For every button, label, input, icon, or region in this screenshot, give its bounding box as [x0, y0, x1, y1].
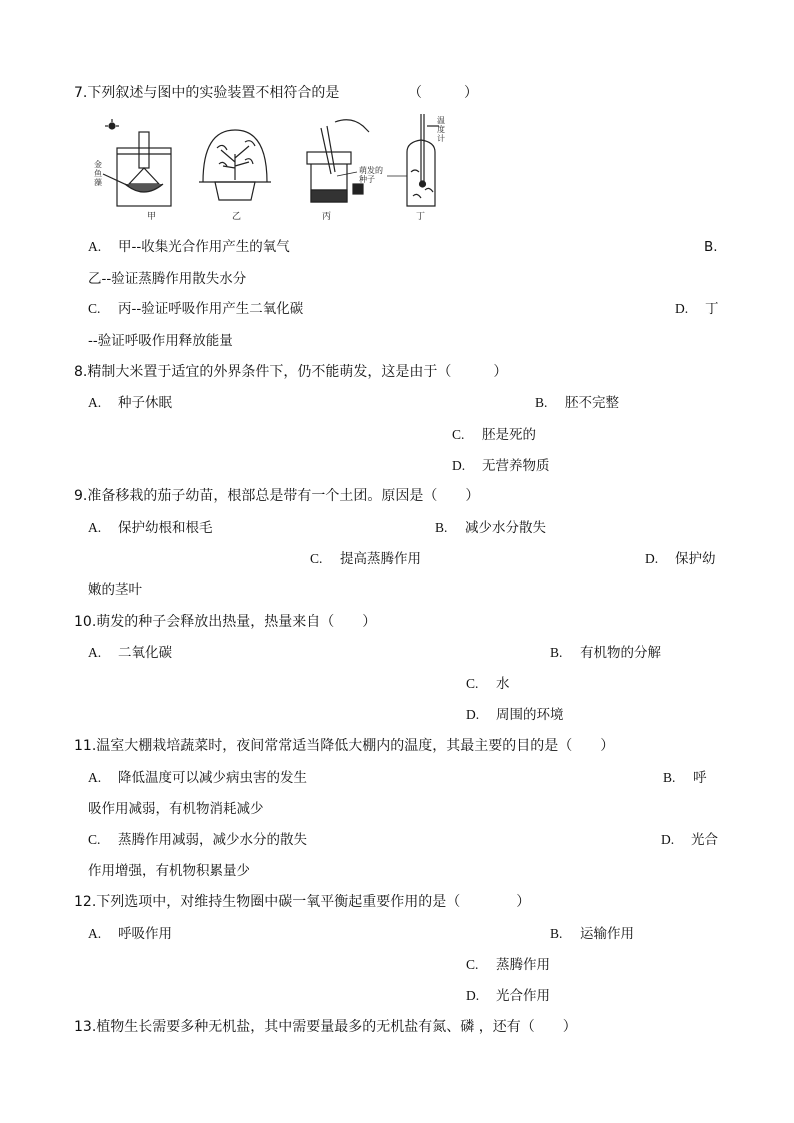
- option-d-text: 嫩的茎叶: [88, 582, 142, 598]
- answer-blank: （ ）: [408, 85, 478, 101]
- option-a[interactable]: A. 种子休眠: [88, 395, 172, 411]
- apparatus-jia: [103, 119, 171, 206]
- label-germinating-seed: 萌发的种子: [359, 166, 383, 184]
- option-a[interactable]: A. 甲--收集光合作用产生的氧气: [88, 239, 290, 255]
- question-12-stem: 12.下列选项中，对维持生物圈中碳一氧平衡起重要作用的是（ ）: [74, 894, 531, 910]
- label-jinyuzao: 金鱼藻: [94, 160, 102, 187]
- option-d-letter[interactable]: D. 光合: [661, 832, 718, 848]
- option-d-text: 作用增强，有机物积累量少: [88, 863, 250, 879]
- apparatus-ding: [407, 114, 439, 206]
- question-9-stem: 9.准备移栽的茄子幼苗，根部总是带有一个土团。原因是（ ）: [74, 488, 480, 504]
- option-c[interactable]: C. 胚是死的: [452, 427, 536, 443]
- question-text: 下列叙述与图中的实验装置不相符合的是: [87, 85, 340, 101]
- option-b-text: 乙--验证蒸腾作用散失水分: [88, 271, 247, 287]
- apparatus-yi: [199, 130, 271, 200]
- option-c[interactable]: C. 蒸腾作用减弱，减少水分的散失: [88, 832, 307, 848]
- question-13-stem: 13.植物生长需要多种无机盐，其中需要量最多的无机盐有氮、磷 ，还有（ ）: [74, 1019, 577, 1035]
- label-thermometer: 温度计: [437, 116, 445, 143]
- figure-label-yi: 乙: [232, 212, 242, 222]
- option-b[interactable]: B. 减少水分散失: [435, 520, 546, 536]
- option-c[interactable]: C. 丙--验证呼吸作用产生二氧化碳: [88, 301, 304, 317]
- option-c[interactable]: C. 水: [466, 676, 510, 692]
- question-7-stem: [74, 84, 339, 102]
- option-b[interactable]: B. 胚不完整: [535, 395, 619, 411]
- apparatus-illustration: [95, 112, 465, 212]
- option-d-letter[interactable]: D. 丁: [675, 301, 719, 317]
- figure-label-ding: 丁: [416, 212, 426, 222]
- option-d-text: --验证呼吸作用释放能量: [88, 333, 233, 349]
- experiment-figure: [95, 112, 465, 224]
- figure-label-jia: 甲: [147, 212, 157, 222]
- option-a[interactable]: A. 呼吸作用: [88, 926, 172, 942]
- question-8-stem: 8.精制大米置于适宜的外界条件下，仍不能萌发，这是由于（ ）: [74, 364, 508, 380]
- option-a[interactable]: A. 降低温度可以减少病虫害的发生: [88, 770, 307, 786]
- option-b[interactable]: B. 有机物的分解: [550, 645, 661, 661]
- option-b[interactable]: B. 运输作用: [550, 926, 634, 942]
- option-a[interactable]: A. 保护幼根和根毛: [88, 520, 213, 536]
- option-b-letter[interactable]: B. 呼: [663, 770, 707, 786]
- question-number: 7.: [74, 85, 88, 101]
- question-10-stem: 10.萌发的种子会释放出热量，热量来自（ ）: [74, 614, 377, 630]
- option-a[interactable]: A. 二氧化碳: [88, 645, 172, 661]
- option-b-letter[interactable]: B.: [704, 239, 718, 255]
- option-d[interactable]: D. 无营养物质: [452, 458, 550, 474]
- apparatus-bing: [307, 120, 369, 202]
- option-d[interactable]: D. 光合作用: [466, 988, 550, 1004]
- option-c[interactable]: C. 蒸腾作用: [466, 957, 550, 973]
- question-11-stem: 11.温室大棚栽培蔬菜时，夜间常常适当降低大棚内的温度，其最主要的目的是（ ）: [74, 738, 615, 754]
- option-b-text: 吸作用减弱，有机物消耗减少: [88, 801, 264, 817]
- option-d-letter[interactable]: D. 保护幼: [645, 551, 716, 567]
- figure-label-bing: 丙: [322, 212, 332, 222]
- option-d[interactable]: D. 周围的环境: [466, 707, 564, 723]
- option-c[interactable]: C. 提高蒸腾作用: [310, 551, 421, 567]
